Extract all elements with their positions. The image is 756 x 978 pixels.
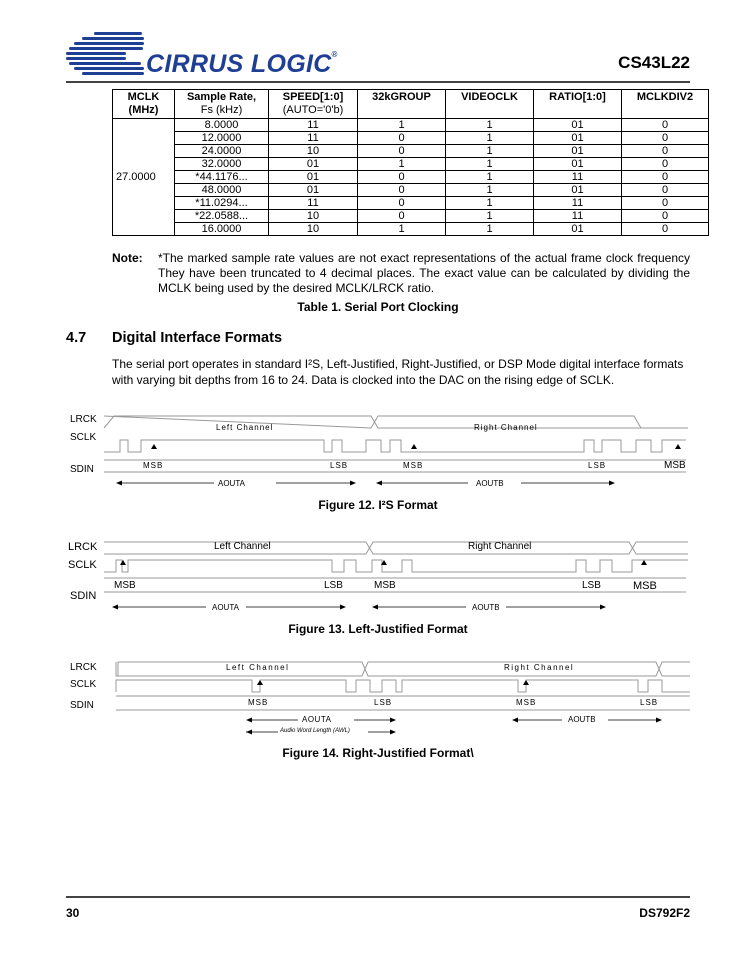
header-rule [66, 81, 690, 83]
lsb-label: LSB [330, 461, 349, 470]
table-cell: 01 [269, 184, 358, 197]
footer-rule [66, 896, 690, 898]
lrck-label: LRCK [70, 414, 97, 425]
table-cell: 0 [622, 119, 709, 132]
table-cell: 11 [269, 132, 358, 145]
table-row [113, 145, 709, 158]
i2s-waveform-svg [66, 412, 692, 492]
table-cell: 11 [269, 197, 358, 210]
table-cell: 11 [534, 171, 622, 184]
table-cell: *44.1176... [175, 171, 269, 184]
note-text: *The marked sample rate values are not exact representations of the actual frame clock frequency They have been truncated to 4 decimal places. The exact value can be calculated by dividing the MCLK being used by the desired MCLK/LRCK ratio. [158, 251, 690, 295]
table-cell: 0 [358, 197, 446, 210]
table-cell: 0 [622, 145, 709, 158]
table-row [113, 223, 709, 236]
table-cell: 0 [622, 158, 709, 171]
aoutb-label: AOUTB [476, 479, 504, 488]
table-cell: 11 [534, 197, 622, 210]
table-cell: 0 [622, 223, 709, 236]
table-cell: 12.0000 [175, 132, 269, 145]
figure-i2s-timing [66, 412, 692, 492]
table-cell: 1 [446, 197, 534, 210]
table-cell: 0 [622, 171, 709, 184]
msb-label: MSB [143, 461, 164, 470]
msb-label: MSB [114, 580, 136, 591]
mclk-cell: 27.0000 [113, 119, 175, 236]
table-row [113, 171, 709, 184]
left-channel-label: Left Channel [216, 423, 274, 432]
msb-label: MSB [516, 698, 537, 707]
table-cell: 01 [534, 158, 622, 171]
table-cell: 1 [446, 184, 534, 197]
table-cell: 1 [358, 158, 446, 171]
table-cell: 11 [269, 119, 358, 132]
table-cell: 1 [446, 210, 534, 223]
table-cell: 10 [269, 223, 358, 236]
aouta-label: AOUTA [218, 479, 245, 488]
table-cell: 1 [446, 223, 534, 236]
table-cell: 01 [534, 184, 622, 197]
left-channel-label: Left Channel [214, 541, 271, 552]
sdin-label: SDIN [70, 700, 94, 711]
sclk-label: SCLK [70, 679, 97, 690]
table-cell: 01 [534, 132, 622, 145]
msb-label: MSB [664, 460, 686, 471]
table-row [113, 197, 709, 210]
table-cell: 11 [534, 210, 622, 223]
col-header-sample-rate: Sample Rate, Fs (kHz) [175, 90, 269, 119]
table-row [113, 184, 709, 197]
lsb-label: LSB [374, 698, 393, 707]
right-channel-label: Right Channel [474, 423, 538, 432]
lsb-label: LSB [324, 580, 343, 591]
table-cell: 1 [446, 145, 534, 158]
lrck-label: LRCK [68, 541, 98, 553]
table-cell: 0 [622, 132, 709, 145]
table-cell: 0 [358, 210, 446, 223]
note-label: Note: [112, 251, 143, 265]
table-row [113, 119, 709, 132]
table-cell: 01 [269, 158, 358, 171]
table-cell: 1 [446, 119, 534, 132]
lj-waveform-svg [66, 538, 692, 618]
msb-label: MSB [248, 698, 269, 707]
company-logo-text: CIRRUS LOGIC® [146, 50, 338, 78]
aoutb-label: AOUTB [472, 603, 500, 612]
right-channel-label: Right Channel [504, 663, 575, 672]
page-number: 30 [66, 906, 80, 920]
table-row [113, 158, 709, 171]
table-cell: 1 [358, 223, 446, 236]
aouta-label: AOUTA [212, 603, 239, 612]
col-header-32kgroup: 32kGROUP [358, 90, 446, 119]
col-header-mclkdiv2: MCLKDIV2 [622, 90, 709, 119]
col-header-videoclk: VIDEOCLK [446, 90, 534, 119]
table-cell: 10 [269, 145, 358, 158]
document-number: DS792F2 [639, 906, 690, 920]
cirrus-logic-logo-mark [64, 30, 152, 78]
table-cell: *11.0294... [175, 197, 269, 210]
left-channel-label: Left Channel [226, 663, 290, 672]
table-cell: 0 [358, 184, 446, 197]
lrck-label: LRCK [70, 662, 97, 673]
section-body: The serial port operates in standard I²S, Left-Justified, Right-Justified, or DSP Mode digital interface formats with varying bit depths from 16 to 24. Data is clocked into the DAC on the rising edge of SCLK. [112, 357, 684, 387]
figure-12-caption: Figure 12. I²S Format [318, 498, 438, 512]
table-cell: 32.0000 [175, 158, 269, 171]
section-number: 4.7 [66, 330, 87, 346]
sclk-label: SCLK [68, 559, 97, 571]
table-cell: *22.0588... [175, 210, 269, 223]
table-cell: 1 [446, 171, 534, 184]
aoutb-label: AOUTB [568, 715, 596, 724]
col-header-mclk: MCLK (MHz) [113, 90, 175, 119]
table-cell: 48.0000 [175, 184, 269, 197]
figure-14-caption: Figure 14. Right-Justified Format\ [282, 746, 474, 760]
msb-label: MSB [374, 580, 396, 591]
table-cell: 10 [269, 210, 358, 223]
sdin-label: SDIN [70, 464, 94, 475]
lsb-label: LSB [588, 461, 607, 470]
figure-13-caption: Figure 13. Left-Justified Format [288, 622, 468, 636]
table-cell: 1 [446, 158, 534, 171]
table-cell: 0 [358, 145, 446, 158]
sdin-label: SDIN [70, 590, 97, 602]
table-cell: 01 [534, 223, 622, 236]
table-cell: 0 [358, 171, 446, 184]
aouta-label: AOUTA [302, 715, 332, 724]
table-cell: 01 [534, 145, 622, 158]
table-cell: 0 [622, 210, 709, 223]
table-cell: 01 [269, 171, 358, 184]
lsb-label: LSB [582, 580, 601, 591]
col-header-speed: SPEED[1:0] (AUTO='0'b) [269, 90, 358, 119]
msb-label: MSB [633, 580, 657, 592]
table-cell: 16.0000 [175, 223, 269, 236]
figure-right-justified-timing [66, 658, 692, 742]
figure-left-justified-timing [66, 538, 692, 618]
table-caption: Table 1. Serial Port Clocking [297, 300, 459, 314]
table-cell: 1 [358, 119, 446, 132]
sclk-label: SCLK [70, 432, 97, 443]
table-cell: 0 [622, 197, 709, 210]
table-cell: 0 [622, 184, 709, 197]
right-channel-label: Right Channel [468, 541, 532, 552]
table-cell: 1 [446, 132, 534, 145]
table-cell: 24.0000 [175, 145, 269, 158]
table-cell: 8.0000 [175, 119, 269, 132]
table-row [113, 132, 709, 145]
serial-port-clocking-table [112, 89, 709, 236]
section-title: Digital Interface Formats [112, 330, 283, 346]
col-header-ratio: RATIO[1:0] [534, 90, 622, 119]
lsb-label: LSB [640, 698, 659, 707]
table-cell: 0 [358, 132, 446, 145]
table-row [113, 210, 709, 223]
table-cell: 01 [534, 119, 622, 132]
msb-label: MSB [403, 461, 424, 470]
audio-word-length-label: Audio Word Length (AWL) [280, 728, 350, 734]
document-id: CS43L22 [618, 53, 690, 72]
